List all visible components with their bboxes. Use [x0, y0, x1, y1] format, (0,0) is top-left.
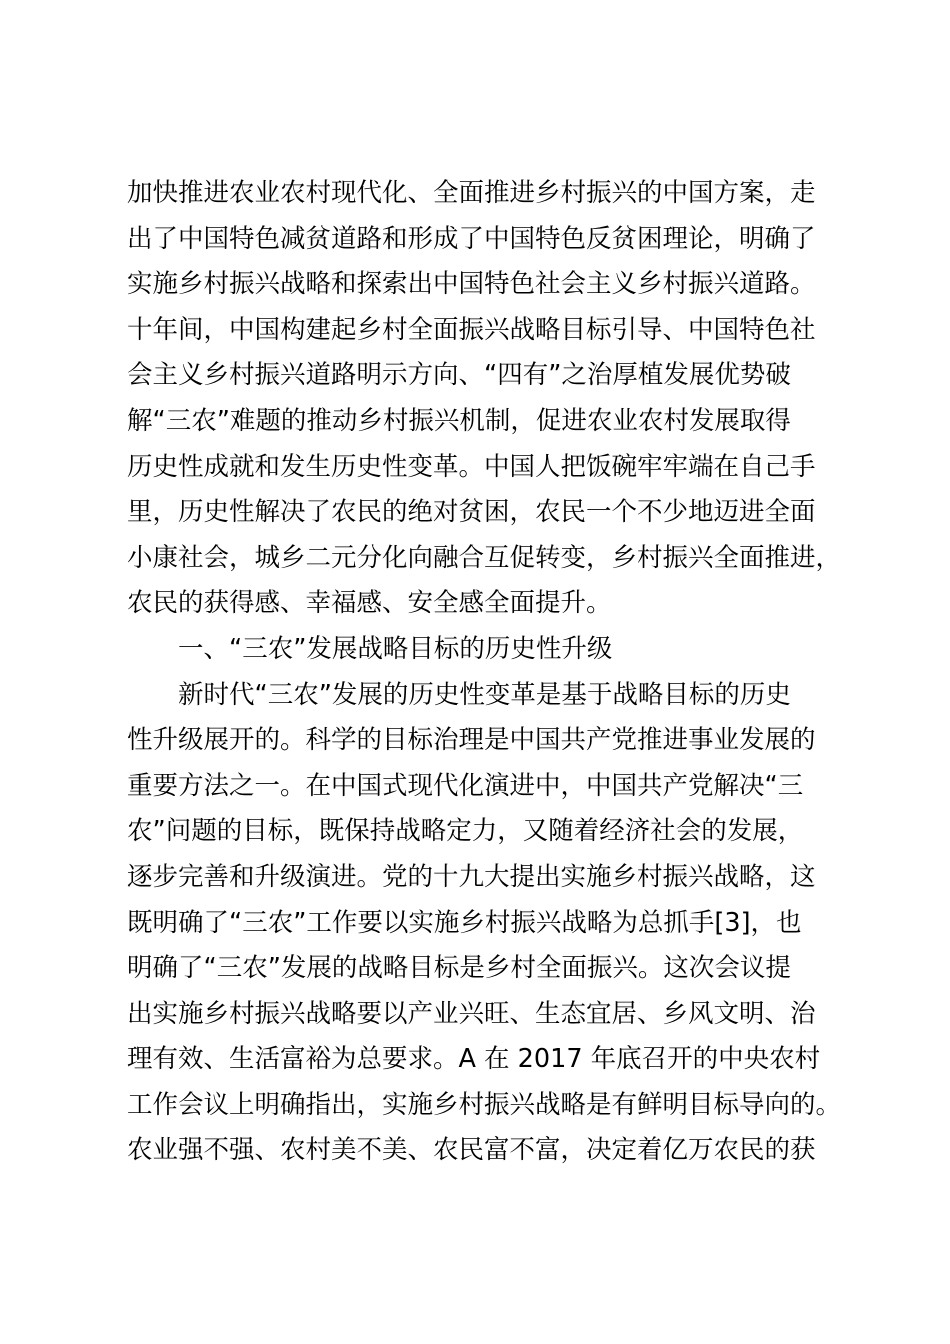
paragraph-line: 性升级展开的。科学的目标治理是中国共产党推进事业发展的: [127, 725, 816, 756]
paragraph-line: 实施乡村振兴战略和探索出中国特色社会主义乡村振兴道路。: [127, 269, 816, 300]
paragraph-line: 出了中国特色减贫道路和形成了中国特色反贫困理论，明确了: [127, 223, 816, 254]
paragraph-line: 农”问题的目标，既保持战略定力，又随着经济社会的发展，: [127, 816, 804, 847]
paragraph-line: 逐步完善和升级演进。党的十九大提出实施乡村振兴战略，这: [127, 861, 816, 892]
paragraph-line: 重要方法之一。在中国式现代化演进中，中国共产党解决“三: [127, 770, 804, 801]
paragraph-line: 农业强不强、农村美不美、农民富不富，决定着亿万农民的获: [127, 1135, 816, 1166]
paragraph-line: 加快推进农业农村现代化、全面推进乡村振兴的中国方案，走: [127, 178, 816, 208]
paragraph-line: 理有效、生活富裕为总要求。A 在 2017 年底召开的中央农村: [127, 1044, 821, 1075]
paragraph-line: 会主义乡村振兴道路明示方向、“四有”之治厚植发展优势破: [127, 360, 791, 391]
section-heading: 一、“三农”发展战略目标的历史性升级: [178, 633, 613, 664]
paragraph-line: 小康社会，城乡二元分化向融合互促转变，乡村振兴全面推进，: [127, 542, 842, 573]
paragraph-line: 农民的获得感、幸福感、安全感全面提升。: [127, 588, 612, 619]
paragraph-line: 十年间，中国构建起乡村全面振兴战略目标引导、中国特色社: [127, 314, 816, 345]
paragraph-line: 历史性成就和发生历史性变革。中国人把饭碗牢牢端在自己手: [127, 451, 816, 482]
paragraph-line: 明确了“三农”发展的战略目标是乡村全面振兴。这次会议提: [127, 953, 791, 984]
paragraph-line: 新时代“三农”发展的历史性变革是基于战略目标的历史: [178, 679, 791, 710]
paragraph-line: 出实施乡村振兴战略要以产业兴旺、生态宜居、乡风文明、治: [127, 998, 816, 1029]
paragraph-line: 解“三农”难题的推动乡村振兴机制，促进农业农村发展取得: [127, 405, 791, 436]
paragraph-line: 里，历史性解决了农民的绝对贫困，农民一个不少地迈进全面: [127, 497, 816, 528]
paragraph-line: 工作会议上明确指出，实施乡村振兴战略是有鲜明目标导向的。: [127, 1089, 842, 1120]
document-body: [127, 171, 842, 1174]
paragraph-line: 既明确了“三农”工作要以实施乡村振兴战略为总抓手[3]，也: [127, 907, 802, 938]
